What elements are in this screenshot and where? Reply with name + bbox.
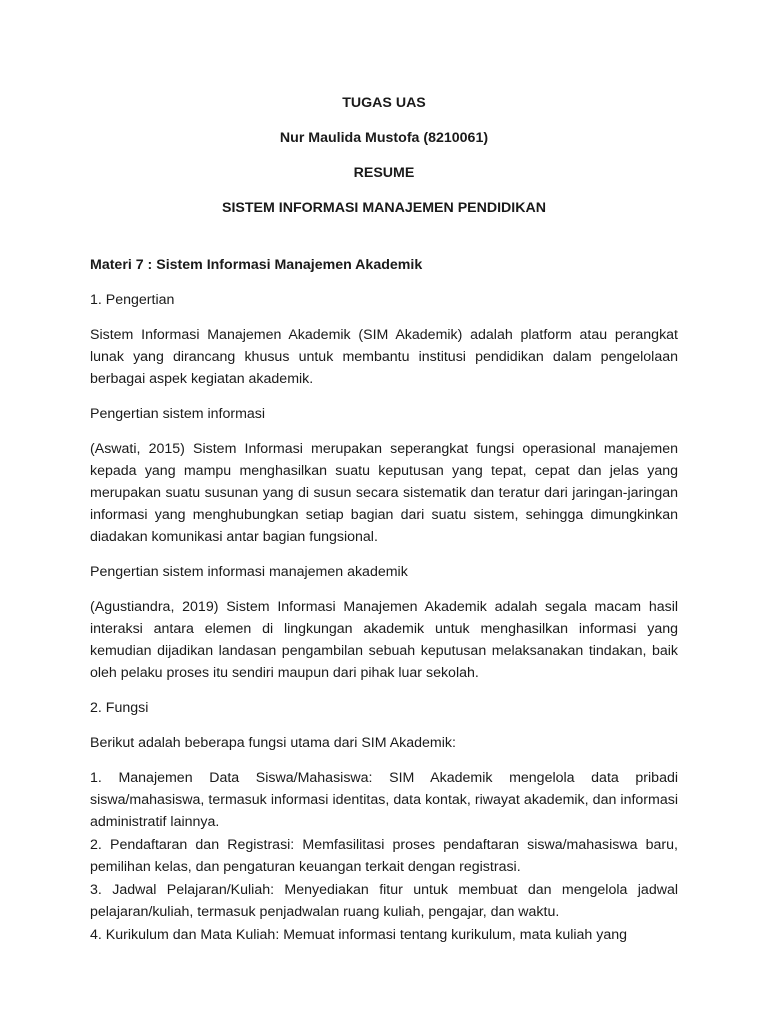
- section-2-intro: Berikut adalah beberapa fungsi utama dari SIM Akademik:: [90, 735, 456, 751]
- section-2-heading: 2. Fungsi: [90, 700, 149, 716]
- author-name: Nur Maulida Mustofa (8210061): [279, 130, 489, 146]
- subheading-sistem-informasi: Pengertian sistem informasi: [90, 406, 266, 422]
- section-1-heading: 1. Pengertian: [90, 292, 175, 308]
- fungsi-list-item: 1. Manajemen Data Siswa/Mahasiswa: SIM Akademik mengelola data pribadi siswa/mahasiswa, termasuk informasi identitas, data kontak, riwayat akademik, dan informasi administratif lainnya.: [90, 770, 678, 830]
- materi-heading: Materi 7 : Sistem Informasi Manajemen Akademik: [90, 257, 423, 273]
- course-title: SISTEM INFORMASI MANAJEMEN PENDIDIKAN: [222, 200, 546, 216]
- paragraph-sistem-informasi: (Aswati, 2015) Sistem Informasi merupakan seperangkat fungsi operasional manajemen kepada yang mampu menghasilkan suatu keputusan yang tepat, cepat dan jelas yang merupakan suatu susunan yang di susun secara sistematik dan teratur dari jaringan-jaringan informasi yang menghubungkan setiap bagian dari suatu sistem, sehingga dimungkinkan diadakan komunikasi antar bagian fungsional.: [90, 441, 678, 545]
- subheading-sim-akademik: Pengertian sistem informasi manajemen akademik: [90, 564, 408, 580]
- fungsi-list-item: 4. Kurikulum dan Mata Kuliah: Memuat informasi tentang kurikulum, mata kuliah yang: [90, 927, 628, 943]
- fungsi-list-item: 3. Jadwal Pelajaran/Kuliah: Menyediakan fitur untuk membuat dan mengelola jadwal pelajaran/kuliah, termasuk penjadwalan ruang kuliah, pengajar, dan waktu.: [90, 882, 678, 920]
- paragraph-sim-akademik: (Agustiandra, 2019) Sistem Informasi Manajemen Akademik adalah segala macam hasil interaksi antara elemen di lingkungan akademik untuk menghasilkan informasi yang kemudian dijadikan landasan pengambilan sebuah keputusan melaksanakan tindakan, baik oleh pelaku proses itu sendiri maupun dari pihak luar sekolah.: [90, 599, 678, 681]
- section-1-paragraph: Sistem Informasi Manajemen Akademik (SIM Akademik) adalah platform atau perangkat lunak yang dirancang khusus untuk membantu institusi pendidikan dalam pengelolaan berbagai aspek kegiatan akademik.: [90, 327, 678, 387]
- document-body: [90, 92, 678, 947]
- assignment-title: TUGAS UAS: [342, 95, 426, 111]
- fungsi-list-item: 2. Pendaftaran dan Registrasi: Memfasilitasi proses pendaftaran siswa/mahasiswa baru, pemilihan kelas, dan pengaturan keuangan terkait dengan registrasi.: [90, 837, 678, 875]
- resume-label: RESUME: [353, 165, 415, 181]
